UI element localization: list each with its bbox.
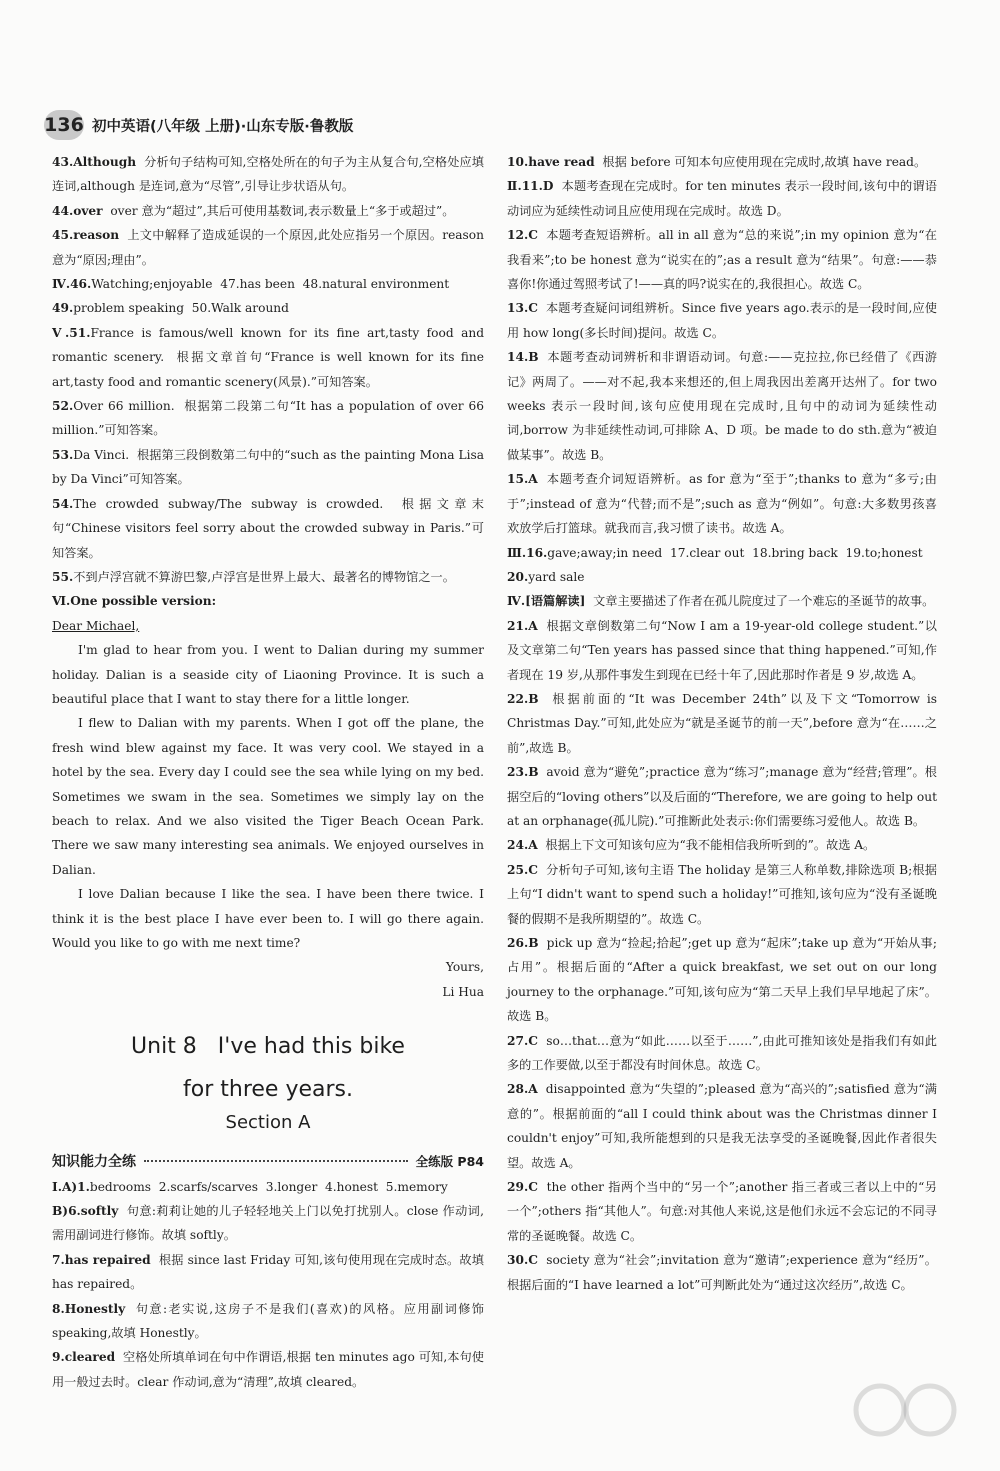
answer-text: problem speaking 50.Walk around [73,301,289,316]
unit-title-line2: for three years. [183,1077,353,1103]
answer-text: 根据上下文可知该句应为“我不能相信我所听到的”。故选 A。 [537,838,876,853]
answer-number: 24.A [507,838,538,853]
answer-number: 45.reason [52,228,120,243]
answer-text: 上文中解释了造成延误的一个原因,此处应指另一个原因。reason 意为“原因;理由”。 [52,228,488,267]
answer-item [52,565,484,589]
answer-number: 30.C [507,1253,538,1268]
book-title: 初中英语(八年级 上册)·山东专版·鲁教版 [92,118,354,135]
answer-item [52,223,488,272]
answer-number: 54. [52,496,74,511]
answer-text: 不到卢浮宫就不算游巴黎,卢浮宫是世界上最大、最著名的博物馆之一。 [73,569,455,584]
letter-paragraph: I love Dalian because I like the sea. I have been there twice. I think it is the best place I have ever been to. I will go there again. Would you like to go with me next time? [52,887,484,950]
answer-number: 7.has repaired [52,1252,151,1267]
answer-number: Ⅰ.A)1. [52,1179,90,1194]
answer-text: 本题考查现在完成时。for ten minutes 表示一段时间,该句中的谓语动词应为延续性动词且应使用现在完成时。故选 D。 [507,179,937,218]
answer-item [52,272,484,296]
answer-number: Ⅱ.11.D [507,179,554,194]
section-name: 知识能力全练 [52,1154,136,1171]
answer-item [507,931,941,1029]
answer-text: bedrooms 2.scarfs/scarves 3.longer 4.honest 5.memory [89,1179,448,1194]
watermark-logo [850,1380,960,1450]
letter-closing: Yours, [445,960,484,975]
answer-list-left-2 [52,1175,488,1395]
answer-number: 8.Honestly [52,1301,126,1316]
answer-text: avoid 意为“避免”;practice 意为“练习”;manage 意为“经营;管理”。根据空后的“loving others”以及后面的“Therefore, we are going to help out at an orphanage(孤儿院).”可推断此处表示:你们需要练习爱他人。故选 B。 [507,765,941,828]
page-header [44,108,353,142]
answer-text: 分析句子可知,该句主语 The holiday 是第三人称单数,排除选项 B;根据上句“I didn't want to spend such a holiday!”可推知,该句应为“没有圣诞晚餐的假期不是我所期望的”。故选 C。 [507,862,937,926]
answer-item [52,1175,484,1199]
answer-text: 根据前面的“It was December 24th”以及下文“Tomorrow is Christmas Day.”可知,此处应为“就是圣诞节的前一天”,before 意为“在……之前”,故选 B。 [507,691,941,755]
section-bar [52,1150,484,1174]
answer-item [507,1248,937,1297]
answer-number: Ⅳ.46. [52,277,92,292]
answer-item [52,492,484,565]
answer-text: France is famous/well known for its fine art,tasty food and romantic scenery. 根据文章首句“France is well known for its fine art,tasty food and romantic scenery(风景).”可知答案。 [52,325,488,389]
letter-greeting: Dear Michael, [52,618,140,633]
section-page-ref: 全练版 P84 [415,1154,484,1170]
answer-text: 本题考查介词短语辨析。as for 意为“至于”;thanks to 意为“多亏;由于”;instead of 意为“代替;而不是”;such as 意为“例如”。句意:大多数男孩喜欢放学后打篮球。就我而言,我习惯了读书。故选 A。 [507,472,937,536]
answer-number: Ⅲ.16. [507,545,548,560]
answer-number: 13.C [507,301,538,316]
right-column [507,150,941,1297]
answer-text: Watching;enjoyable 47.has been 48.natural environment [91,277,450,292]
answer-item [52,589,484,613]
answer-text: Over 66 million. 根据第二段第二句“It has a population of over 66 million.”可知答案。 [52,399,488,438]
answer-item [507,296,937,345]
answer-item [507,223,937,296]
answer-item [52,1345,484,1394]
answer-item [507,174,937,223]
answer-number: 26.B [507,936,539,950]
letter-paragraph: I flew to Dalian with my parents. When I got off the plane, the fresh wind blew against my face. It was very cool. We stayed in a hotel by the sea. Every day I could see the sea while lying on my bed. Sometimes we swam in the sea. Sometimes we simply lay on the beach to relax. And we also visited the Tiger Beach Ocean Park. There we saw many interesting sea animals. We enjoyed ourselves in Dalian. [52,716,484,877]
answer-number: 55. [52,569,74,584]
answer-text: 本题考查短语辨析。all in all 意为“总的来说”;in my opinion 意为“在我看来”;to be honest 意为“说实在的”;as a result 意为“结果”。句意:——恭喜你!你通过驾照考试了!——真的吗?说实在的,我很担心。故选 C。 [507,228,937,292]
answer-item [507,833,937,857]
answer-number: Ⅳ.[语篇解读] [507,594,586,609]
sample-letter [52,614,484,1005]
answer-number: 44.over [52,203,103,218]
answer-number: 14.B [507,350,539,365]
answer-item [52,394,488,443]
answer-item [52,321,488,394]
answer-number: 22.B [507,691,539,706]
answer-number: 15.A [507,472,538,487]
answer-text: 本题考查疑问词组辨析。Since five years ago.表示的是一段时间,应使用 how long(多长时间)提问。故选 C。 [507,301,937,340]
answer-number: 28.A [507,1082,538,1097]
answer-number: 21.A [507,618,538,633]
answer-number: 49. [52,301,74,316]
answer-text: Da Vinci. 根据第三段倒数第二句中的“such as the painting Mona Lisa by Da Vinci”可知答案。 [52,447,488,487]
answer-item [52,1199,484,1248]
answer-text: disappointed 意为“失望的”;pleased 意为“高兴的”;satisfied 意为“满意的”。根据前面的“all I could think about was the Christmas dinner I couldn't enjoy”可知,我所能想到的只是我无法享受的圣诞晚餐,因此作者很失望。故选 A。 [507,1082,941,1170]
answer-text: 句意:老实说,这房子不是我们(喜欢)的风格。应用副词修饰 speaking,故填 Honestly。 [52,1301,488,1341]
answer-list-left [52,150,488,614]
answer-item [507,150,937,174]
answer-item [507,687,941,760]
answer-item [507,1175,937,1248]
answer-item [52,150,484,199]
answer-item [52,1297,488,1346]
answer-number: 20. [507,569,529,584]
answer-item [507,1077,941,1175]
answer-text: 根据文章倒数第二句“Now I am a 19-year-old college student.”以及文章第二句“Ten years has passed since that thing happened.”可知,作者现在 19 岁,从那件事发生到现在已经十年了,因此那时作者是 9 岁,故选 A。 [507,618,937,682]
answer-number: 23.B [507,765,539,780]
answer-number: Ⅴ.51. [52,325,91,340]
answer-number: Ⅵ.One possible version: [52,594,217,609]
answer-text: 根据 since last Friday 可知,该句使用现在完成时态。故填 has repaired。 [52,1252,488,1292]
answer-text: over 意为“超过”,其后可使用基数词,表示数量上“多于或超过”。 [102,203,455,218]
answer-item [507,760,941,833]
answer-item [507,614,937,687]
letter-signature: Li Hua [442,984,484,999]
answer-item [52,199,484,223]
answer-list-right [507,150,941,1297]
answer-item [507,1029,937,1078]
answer-item [507,541,937,565]
answer-text: 分析句子结构可知,空格处所在的句子为主从复合句,空格处应填连词,although 是连词,意为“尽管”,引导让步状语从句。 [52,155,484,194]
answer-item [52,443,488,492]
answer-item [507,858,937,931]
answer-text: society 意为“社会”;invitation 意为“邀请”;experience 意为“经历”。根据后面的“I have learned a lot”可判断此处为“通过这次经历”,故选 C。 [507,1253,937,1292]
answer-number: 27.C [507,1033,538,1048]
answer-item [507,565,937,589]
section-title: Section A [225,1112,311,1134]
unit-title-line1: Unit 8 I've had this bike [131,1034,405,1060]
answer-text: The crowded subway/The subway is crowded. 根据文章末句“Chinese visitors feel sorry about the crowded subway in Paris.”可知答案。 [52,496,484,560]
answer-text: 根据 before 可知本句应使用现在完成时,故填 have read。 [594,155,927,169]
answer-number: 52. [52,399,74,414]
answer-text: so…that…意为“如此……以至于……”,由此可推知该处是指我们有如此多的工作要做,以至于都没有时间休息。故选 C。 [507,1033,937,1073]
answer-text: pick up 意为“捡起;拾起”;get up 意为“起床”;take up 意为“开始从事;占用”。根据后面的“After a quick breakfast, we set out on our long journey to the orphanage.”可知,该句应为“第二天早上我们早早地起了床”。故选 B。 [507,936,941,1024]
answer-item [507,589,937,613]
answer-item [507,345,941,467]
answer-number: 10.have read [507,155,595,169]
answer-text: the other 指两个当中的“另一个”;another 指三者或三者以上中的“另一个”;others 指“其他人”。句意:对其他人来说,这是他们永远不会忘记的不同寻常的圣诞晚餐。故选 C。 [507,1180,937,1243]
unit-heading [52,1030,484,1136]
answer-text: 空格处所填单词在句中作谓语,根据 ten minutes ago 可知,本句使用一般过去时。clear 作动词,意为“清理”,故填 cleared。 [52,1350,484,1389]
letter-paragraph: I'm glad to hear from you. I went to Dalian during my summer holiday. Dalian is a seaside city of Liaoning Province. It is such a beautiful place that I want to stay there for a little longer. [52,643,484,706]
left-column [52,150,488,1394]
answer-item [507,467,937,540]
dotted-leader [144,1160,408,1162]
answer-number: B)6.softly [52,1204,119,1219]
answer-text: 本题考查动词辨析和非谓语动词。句意:——克拉拉,你已经借了《西游记》两周了。——对不起,我本来想还的,但上周我因出差离开达州了。for two weeks 表示一段时间,该句应使用现在完成时,且句中的动词为延续性动词,borrow 为非延续性动词,可排除 A、D 项。be made to do sth.意为“被迫做某事”。故选 B。 [507,350,941,462]
answer-text: yard sale [528,569,585,584]
answer-number: 53. [52,447,74,462]
answer-text: 文章主要描述了作者在孤儿院度过了一个难忘的圣诞节的故事。 [585,594,935,609]
answer-item [52,1248,488,1297]
page-number: 136 [44,110,84,140]
answer-number: 12.C [507,228,538,243]
answer-text: 句意:莉莉让她的儿子轻轻地关上门以免打扰别人。close 作动词,需用副词进行修饰。故填 softly。 [52,1204,484,1243]
answer-item [52,296,484,320]
answer-number: 29.C [507,1180,538,1195]
answer-number: 9.cleared [52,1350,116,1365]
answer-number: 25.C [507,862,538,877]
answer-number: 43.Although [52,155,137,169]
answer-text: gave;away;in need 17.clear out 18.bring back 19.to;honest [547,545,923,560]
